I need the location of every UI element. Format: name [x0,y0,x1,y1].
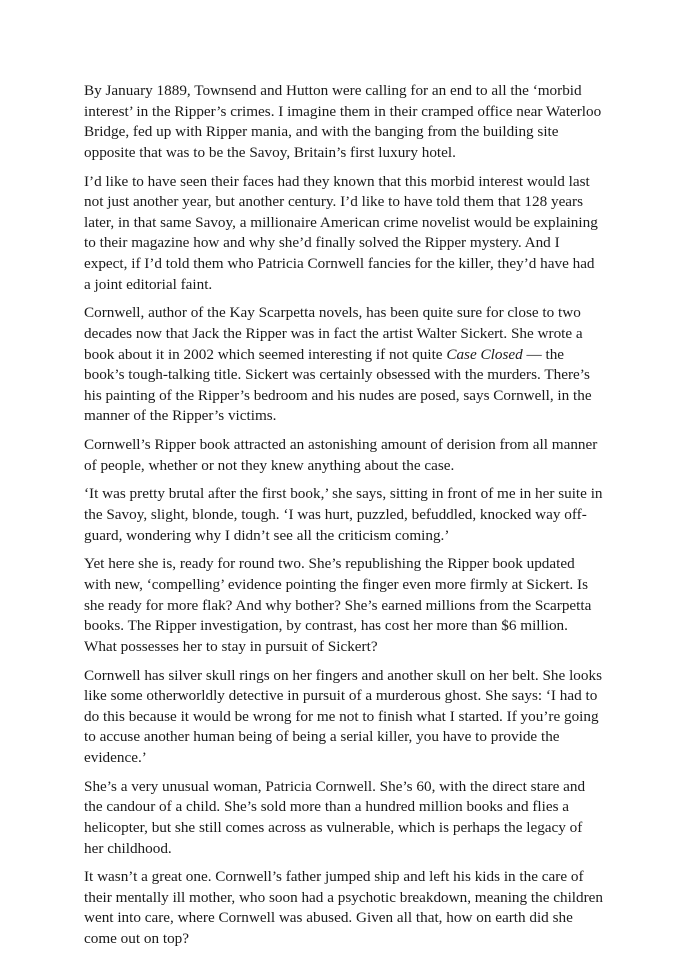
paragraph-1: By January 1889, Townsend and Hutton were calling for an end to all the ‘morbid interest’ in the Ripper’s crimes. I imagine them in their cramped office near Waterloo Bridge, fed up with Ripper mania, and with the banging from the building site opposite that was to be the Savoy, Britain’s first luxury hotel. [84,82,602,161]
article-body [84,81,604,958]
paragraph-7: Cornwell has silver skull rings on her fingers and another skull on her belt. She looks like some otherworldly detective in pursuit of a murderous ghost. She says: ‘I had to do this because it would be wrong for me not to finish what I started. If you’re going to accuse another human being of being a serial killer, you have to provide the evidence.’ [84,666,602,766]
paragraph-2: I’d like to have seen their faces had they known that this morbid interest would last not just another year, but another century. I’d like to have told them that 128 years later, in that same Savoy, a millionaire American crime novelist would be explaining to their magazine how and why she’d finally solved the Ripper mystery. And I expect, if I’d told them who Patricia Cornwell fancies for the killer, they’d have had a joint editorial faint. [84,172,598,293]
paragraph-4: Cornwell’s Ripper book attracted an astonishing amount of derision from all manner of people, whether or not they knew anything about the case. [84,436,598,474]
paragraph-6: Yet here she is, ready for round two. She’s republishing the Ripper book updated with new, ‘compelling’ evidence pointing the finger even more firmly at Sickert. Is she ready for more flak? And why bother? She’s earned millions from the Scarpetta books. The Ripper investigation, by contrast, has cost her more than $6 million. What possesses her to stay in pursuit of Sickert? [84,555,592,655]
paragraph-5: ‘It was pretty brutal after the first book,’ she says, sitting in front of me in her suite in the Savoy, slight, blonde, tough. ‘I was hurt, puzzled, befuddled, knocked way off-guard, wondering why I didn’t see all the criticism coming.’ [84,485,603,544]
paragraph-9: It wasn’t a great one. Cornwell’s father jumped ship and left his kids in the care of their mentally ill mother, who soon had a psychotic breakdown, meaning the children went into care, where Cornwell was abused. Given all that, how on earth did she come out on top? [84,868,604,948]
paragraph-8: She’s a very unusual woman, Patricia Cornwell. She’s 60, with the direct stare and the candour of a child. She’s sold more than a hundred million books and flies a helicopter, but she still comes across as vulnerable, which is perhaps the legacy of her childhood. [84,777,586,857]
paragraph-3 [84,303,604,427]
paragraph-3-text-before: Cornwell, author of the Kay Scarpetta novels, has been quite sure for close to two decades now that Jack the Ripper was in fact the artist Walter Sickert. She wrote a book about it in 2002 which seemed interesting if not quite [84,304,583,363]
paragraph-3-text-after: — the book’s tough-talking title. Sickert was certainly obsessed with the murders. There’s his painting of the Ripper’s bedroom and his nudes are posed, says Cornwell, in the manner of the Ripper’s victims. [84,345,592,425]
book-title-italic: Case Closed [446,345,523,363]
